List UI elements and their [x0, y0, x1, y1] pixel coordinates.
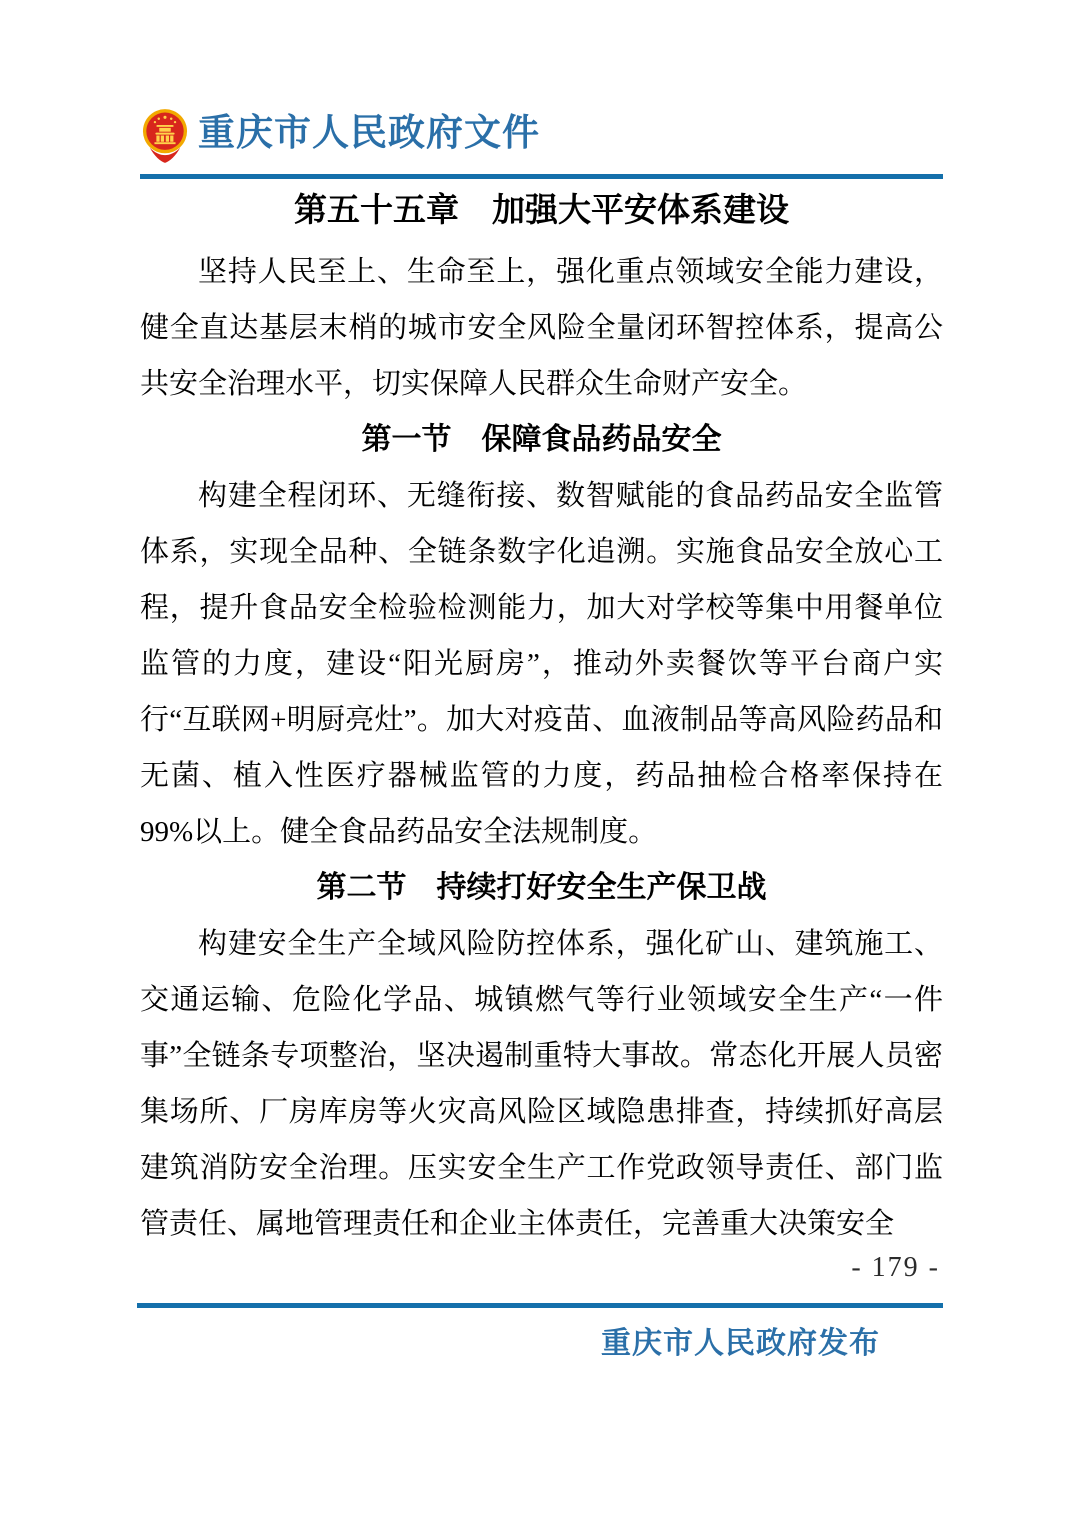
national-emblem-icon — [142, 108, 188, 164]
document-header — [142, 108, 540, 164]
paragraph-2: 构建全程闭环、无缝衔接、数智赋能的食品药品安全监管体系，实现全品种、全链条数字化追溯。实施食品安全放心工程，提升食品安全检验检测能力，加大对学校等集中用餐单位监管的力度，建设“阳光厨房”，推动外卖餐饮等平台商户实行“互联网+明厨亮灶”。加大对疫苗、血液制品等高风险药品和无菌、植入性医疗器械监管的力度，药品抽检合格率保持在 99%以上。健全食品药品安全法规制度。 — [140, 480, 943, 848]
section-2-title: 第二节 持续打好安全生产保卫战 — [316, 871, 767, 904]
publisher-label: 重庆市人民政府发布 — [601, 1327, 880, 1360]
paragraph-3: 构建安全生产全域风险防控体系，强化矿山、建筑施工、交通运输、危险化学品、城镇燃气等行业领域安全生产“一件事”全链条专项整治，坚决遏制重特大事故。常态化开展人员密集场所、厂房库房等火灾高风险区域隐患排查，持续抓好高层建筑消防安全治理。压实安全生产工作党政领导责任、部门监管责任、属地管理责任和企业主体责任，完善重大决策安全 — [140, 928, 943, 1240]
document-body — [140, 186, 943, 1252]
footer-divider — [137, 1303, 943, 1308]
paragraph-1: 坚持人民至上、生命至上，强化重点领域安全能力建设，健全直达基层末梢的城市安全风险全量闭环智控体系，提高公共安全治理水平，切实保障人民群众生命财产安全。 — [140, 256, 943, 400]
document-header-title: 重庆市人民政府文件 — [198, 112, 540, 154]
header-divider — [140, 174, 943, 179]
section-1-title: 第一节 保障食品药品安全 — [361, 423, 722, 456]
chapter-title: 第五十五章 加强大平安体系建设 — [294, 191, 789, 228]
page-number: - 179 - — [851, 1252, 940, 1283]
